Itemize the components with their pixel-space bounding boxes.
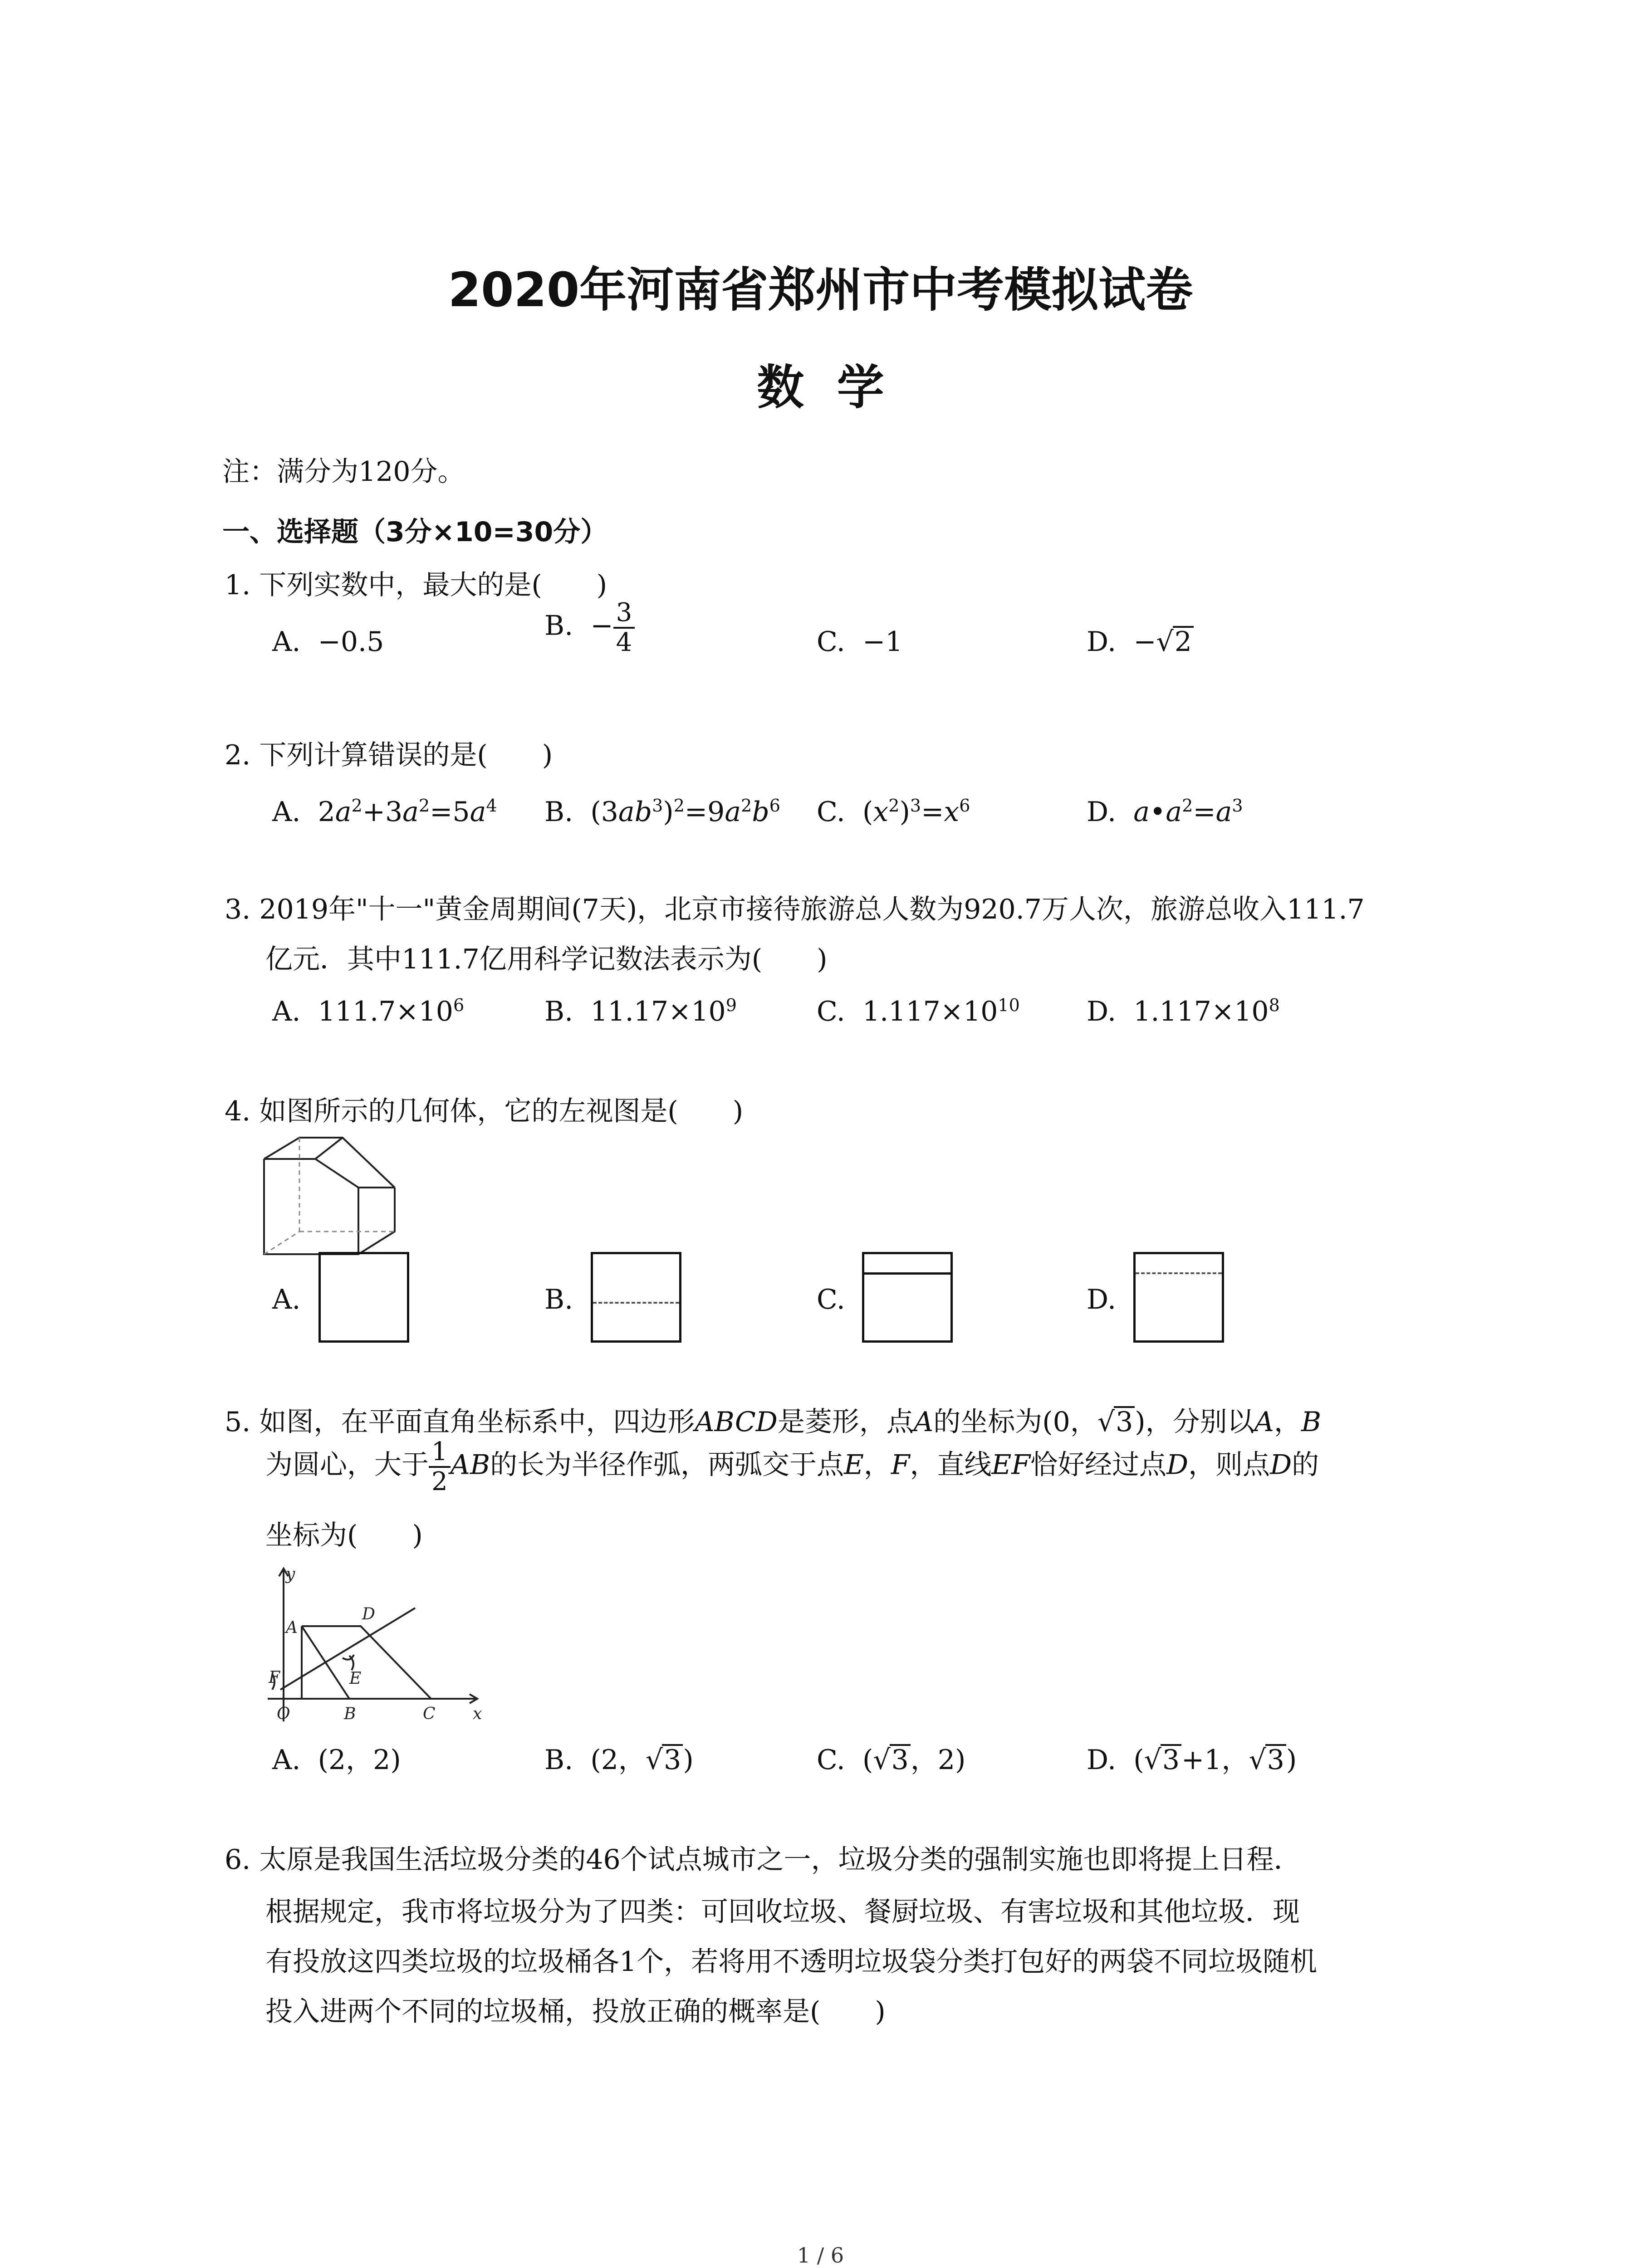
question-6-line-4: 投入进两个不同的垃圾桶，投放正确的概率是( ): [265, 1996, 886, 2028]
question-5-line-1: 5. 如图，在平面直角坐标系中，四边形ABCD是菱形，点A的坐标为(0，√3)，分别以A，B: [225, 1406, 1322, 1438]
q2-option-d: D. $a•a^2=a^3$: [1087, 796, 1243, 828]
point-label-a: A: [286, 1618, 298, 1637]
question-6-line-1: 6. 太原是我国生活垃圾分类的46个试点城市之一，垃圾分类的强制实施也即将提上日程．: [225, 1844, 1301, 1876]
question-2-stem: 2. 下列计算错误的是( ): [225, 739, 553, 771]
fraction: $\frac{1}{2}$: [429, 1438, 451, 1496]
fraction: $\frac{3}{4}$: [613, 599, 635, 657]
geometric-solid-figure: [259, 1134, 408, 1256]
question-3-line-1: 3. 2019年"十一"黄金周期间(7天)，北京市接待旅游总人数为920.7万人次，旅游总收入111.7: [225, 894, 1365, 925]
rhombus-coordinate-figure: [259, 1565, 485, 1733]
q2-option-b: B. $(3ab^3)^2=9a^2b^6$: [544, 796, 780, 828]
q5-option-c: C. (√3，2): [817, 1744, 966, 1776]
axis-label-y: y: [286, 1565, 295, 1584]
point-label-f: F: [269, 1668, 280, 1687]
question-5-line-2: 为圆心，大于 $\frac{1}{2}$ AB的长为半径作弧，两弧交于点E，F，直线EF恰好经过点D，则点D的: [265, 1437, 1319, 1496]
point-label-b: B: [344, 1705, 356, 1723]
q4-option-c-label: C.: [817, 1284, 845, 1315]
q5-option-a: A. (2，2): [272, 1744, 401, 1776]
q5-option-b: B. (2，√3): [544, 1744, 694, 1776]
q2-option-a: A. $2a^2+3a^2=5a^4$: [272, 796, 497, 828]
score-note: 注：满分为120分。: [222, 456, 465, 488]
q4-option-b-label: B.: [544, 1284, 573, 1315]
q4-option-a-square: [318, 1252, 409, 1343]
axis-label-x: x: [473, 1705, 482, 1723]
q4-option-d-square: [1133, 1252, 1224, 1343]
q1-option-b: B. − $\frac{3}{4}$: [544, 599, 635, 657]
dashed-line: [593, 1302, 679, 1304]
point-label-e: E: [349, 1669, 362, 1688]
question-4-stem: 4. 如图所示的几何体，它的左视图是( ): [225, 1095, 744, 1127]
q5-option-d: D. (√3+1，√3): [1087, 1744, 1297, 1776]
point-label-d: D: [362, 1605, 375, 1623]
dashed-line: [1136, 1272, 1222, 1274]
q3-option-a: A. $111.7\times 10^6$: [272, 995, 465, 1027]
q1-option-d: D. −√2: [1087, 624, 1194, 660]
q1-option-a: A. −0.5: [272, 626, 384, 658]
document-title: 2020年河南省郑州市中考模拟试卷: [448, 262, 1193, 318]
question-5-line-3: 坐标为( ): [265, 1520, 423, 1551]
question-6-line-2: 根据规定，我市将垃圾分为了四类：可回收垃圾、餐厨垃圾、有害垃圾和其他垃圾．现: [265, 1896, 1300, 1928]
document-subject: 数 学: [757, 360, 884, 415]
q3-option-c: C. $1.117\times 10^{10}$: [817, 995, 1020, 1027]
q3-option-b: B. $11.17\times 10^9$: [544, 995, 737, 1027]
q4-option-d-label: D.: [1087, 1284, 1117, 1315]
q3-option-d: D. $1.117\times 10^8$: [1087, 995, 1280, 1027]
q4-option-b-square: [591, 1252, 681, 1343]
question-6-line-3: 有投放这四类垃圾的垃圾桶各1个，若将用不透明垃圾袋分类打包好的两袋不同垃圾随机: [265, 1946, 1318, 1978]
question-3-line-2: 亿元．其中111.7亿用科学记数法表示为( ): [265, 943, 828, 975]
q4-option-c-square: [862, 1252, 953, 1343]
solid-line: [864, 1272, 950, 1275]
question-1-stem: 1. 下列实数中，最大的是( ): [225, 569, 607, 601]
point-label-o: O: [277, 1705, 290, 1723]
q2-option-c: C. $(x^2)^3=x^6$: [817, 796, 970, 828]
q1-option-c: C. −1: [817, 626, 903, 658]
page-number: 1 / 6: [797, 2243, 844, 2268]
section-title: 一、选择题（3分×10=30分）: [222, 516, 608, 548]
point-label-c: C: [423, 1705, 436, 1723]
q4-option-a-label: A.: [272, 1284, 301, 1315]
